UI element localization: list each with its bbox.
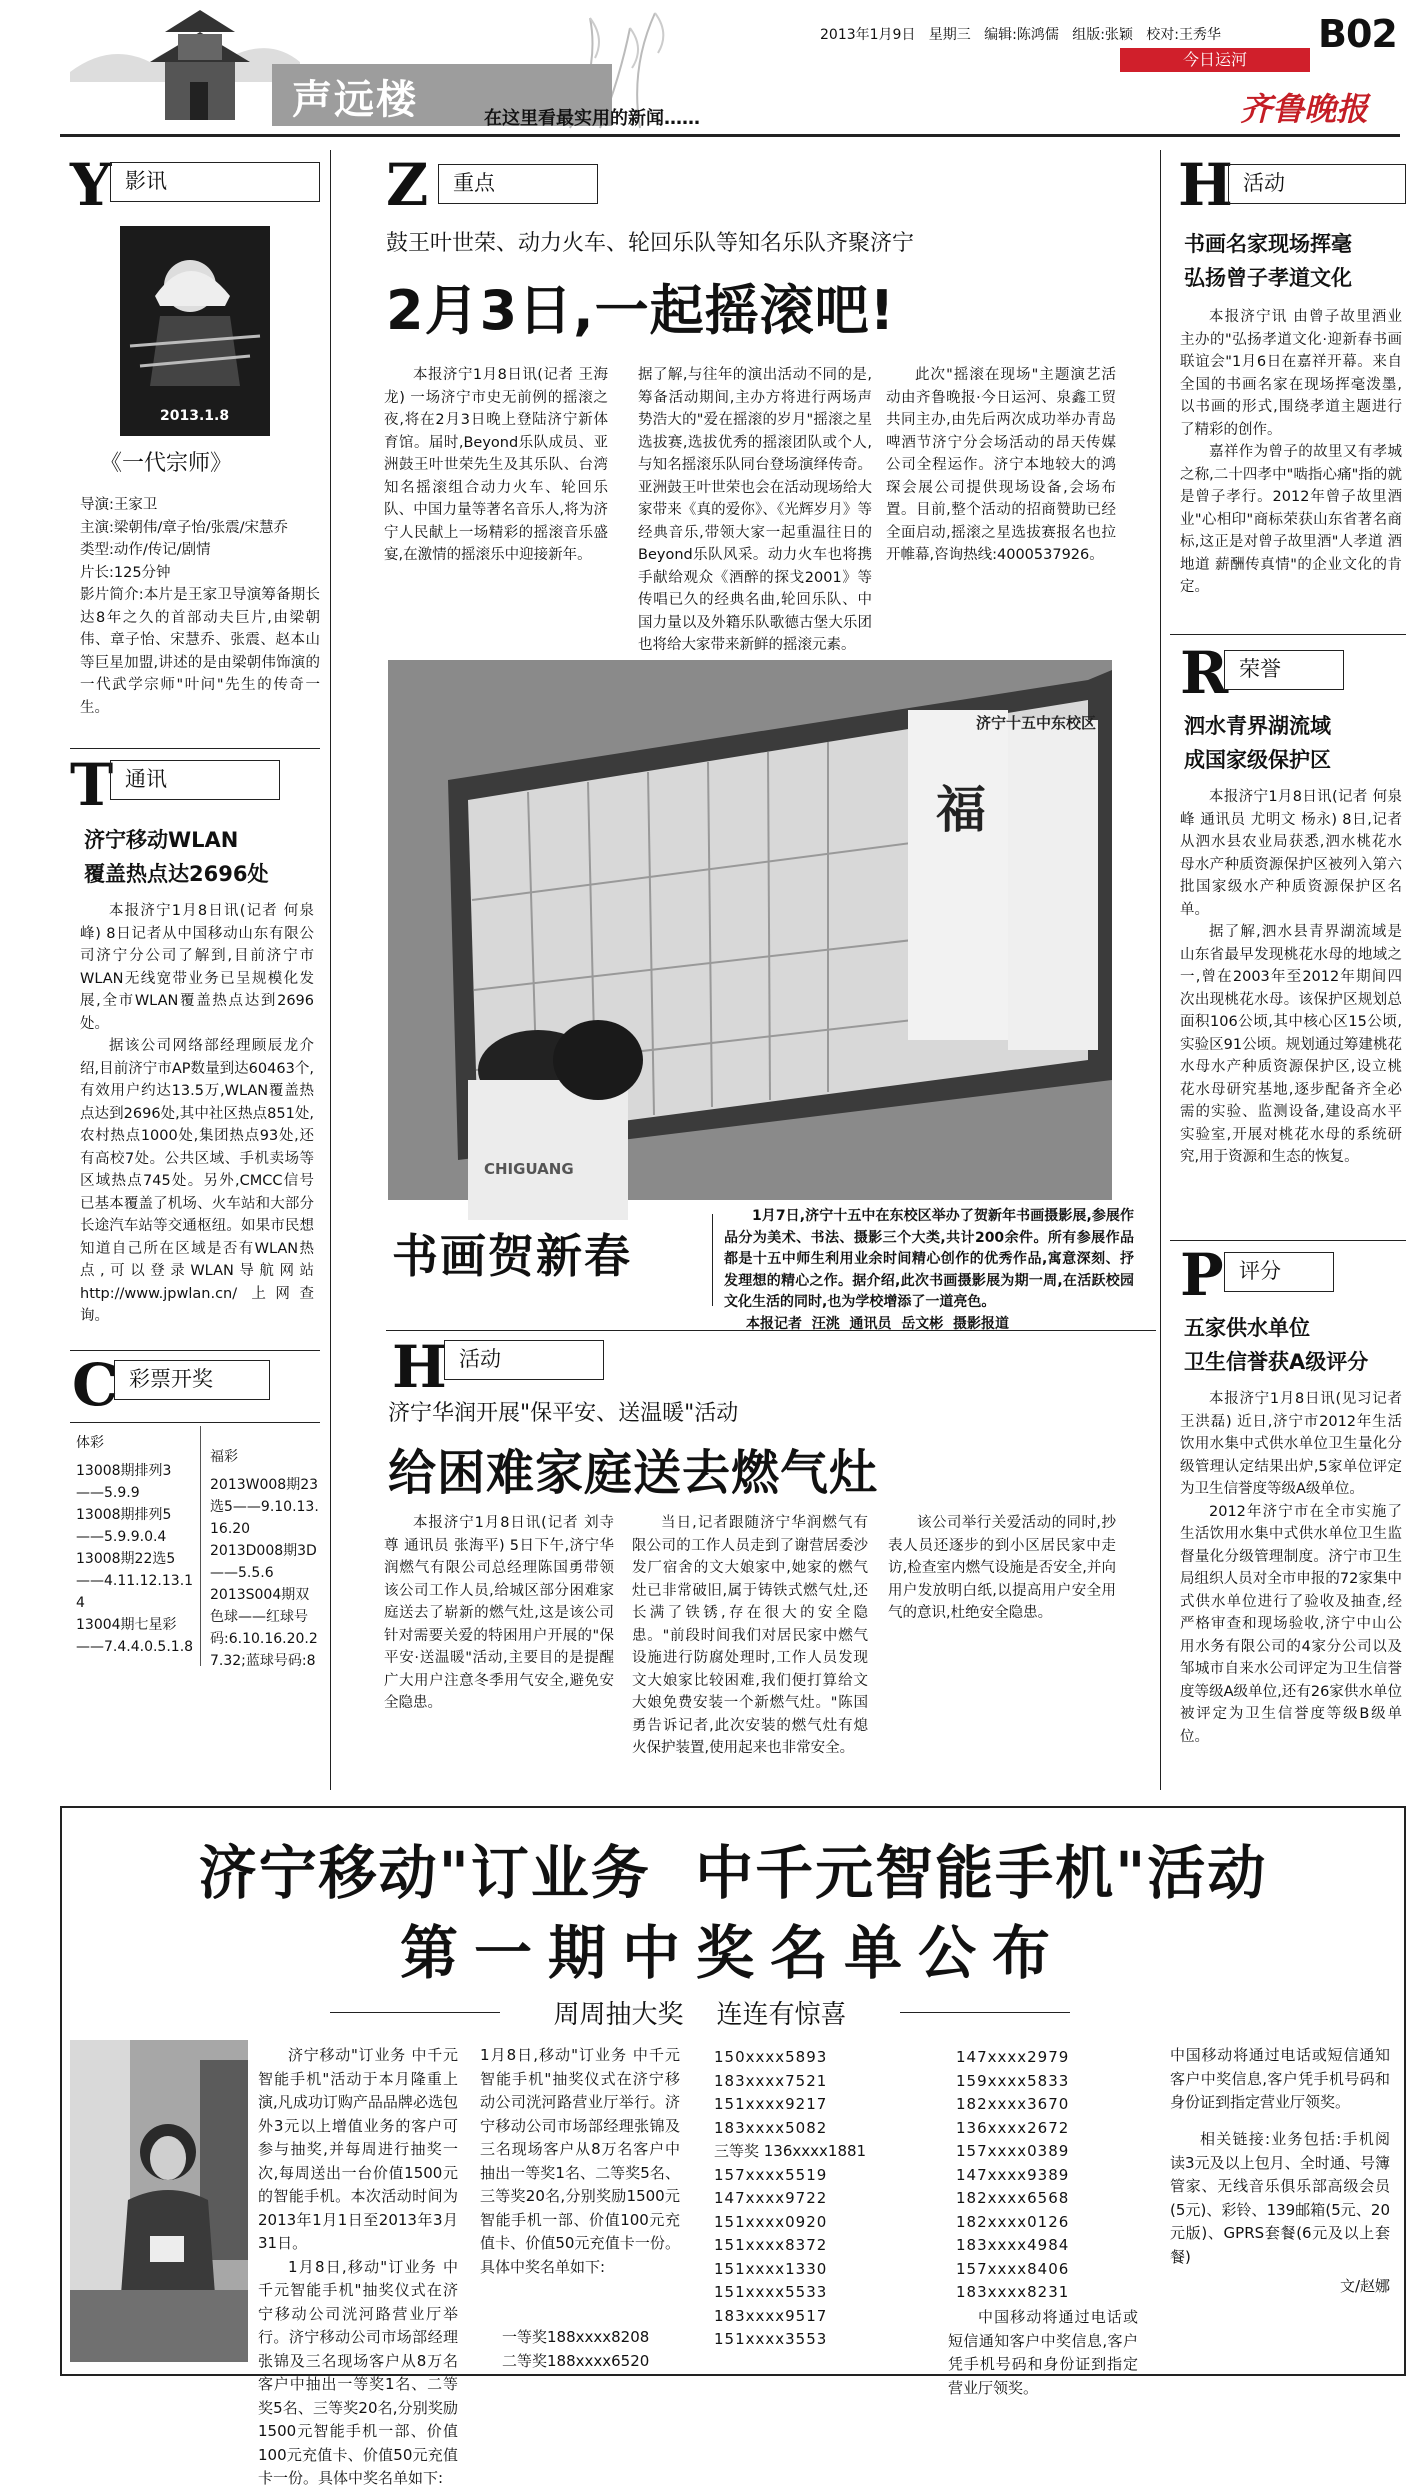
ad-author: 文/赵娜 [1339, 2277, 1390, 2295]
right-column-rule [1160, 150, 1161, 1790]
ad-winners-list-2: 157xxxx5519 147xxxx9722 151xxxx0920 151xxxx8372 151xxxx1330 151xxxx5533 183xxxx9517 151xxxx3553 [714, 2165, 828, 2348]
left-column [70, 150, 320, 1790]
concert-kicker: 鼓王叶世荣、动力火车、轮回乐队等知名乐队齐聚济宁 [386, 231, 915, 256]
paper-name: 齐鲁晚报 [1240, 90, 1369, 128]
poster-figure-icon [120, 226, 270, 436]
concert-p3: 此次"摇滚在现场"主题演艺活动由齐鲁晚报·今日运河、泉鑫工贸共同主办,由先后两次成功举办青岛啤酒节济宁分会场活动的昂天传媒公司全程运作。济宁本地较大的鸿琛会展公司提供现场设备,会场布置。目前,整个活动的招商赞助已经全面启动,摇滚之星选拔赛报名也拉开帷幕,咨询热线:4000537926。 [886, 367, 1116, 563]
ad-link: 相关链接:业务包括:手机阅读3元及以上包月、全时通、号簿管家、无线音乐俱乐部高级会员(5元)、彩铃、139邮箱(5元、20元版)、GPRS套餐(6元及以上套餐) [1170, 2130, 1390, 2266]
concert-p1: 本报济宁1月8日讯(记者 王海龙) 一场济宁市史无前例的摇滚之夜,将在2月3日晚上登陆济宁新体育馆。届时,Beyond乐队成员、亚洲鼓王叶世荣先生及其乐队、台湾知名摇滚组合动力火车、轮回乐队、中国力量等著名音乐人,将为济宁人民献上一场精彩的摇滚音乐盛宴,在激情的摇滚乐中迎接新年。 [384, 367, 608, 563]
ad-body-col1 [258, 2044, 458, 2487]
section-subtitle: 在这里看最实用的新闻…… [484, 108, 700, 129]
ad-winners-list-1: 150xxxx5893 183xxxx7521 151xxxx9217 183xxxx5082 [714, 2048, 828, 2137]
ad-first-prize: 一等奖188xxxx8208 [502, 2328, 650, 2346]
film-info: 导演:王家卫 主演:梁朝伟/章子怡/张震/宋慧乔 类型:动作/传记/剧情 片长:125分钟 影片简介:本片是王家卫导演筹备期长达8年之久的首部动夫巨片,由梁朝伟、章子怡、宋慧乔、张震、赵本山等巨星加盟,讲述的是由梁朝伟饰演的一代武学宗师"叶问"先生的传奇一生。 [80, 497, 320, 716]
concert-label: 重点 [438, 164, 598, 204]
telecom-title-1: 济宁移动WLAN [84, 828, 239, 852]
gas-p1: 本报济宁1月8日讯(记者 刘寺尊 通讯员 张海平) 5日下午,济宁华润燃气有限公司总经理陈国勇带领该公司工作人员,给城区部分困难家庭送去了崭新的燃气灶,这是该公司针对需要关爱的特困用户开展的"保平安·送温暖"活动,主要目的是提醒广大用户注意冬季用气安全,避免安全隐患。 [384, 1515, 614, 1711]
art-p1: 本报济宁讯 由曾子故里酒业主办的"弘扬孝道文化·迎新春书画联谊会"1月6日在嘉祥开幕。来自全国的书画名家在现场挥毫泼墨,以书画的形式,围绕孝道主题进行了精彩的创作。 [1180, 309, 1402, 438]
art-title-2: 弘扬曾子孝道文化 [1184, 266, 1352, 290]
lottery-rule [70, 1422, 320, 1423]
honor-p1: 本报济宁1月8日讯(记者 何泉峰 通讯员 尤明文 杨永) 8日,记者从泗水县农业局获悉,泗水桃花水母水产种质资源保护区被列入第六批国家级水产种质资源保护区名单。 [1180, 789, 1402, 918]
film-title: 《一代宗师》 [100, 451, 233, 476]
lottery-welfare-label: 福彩 [210, 1449, 238, 1465]
ad-notify-text: 中国移动将通过电话或短信通知客户中奖信息,客户凭手机号码和身份证到指定营业厅领奖。 [948, 2308, 1138, 2397]
photo-credit: 本报记者 汪洮 通讯员 岳文彬 摄影报道 [746, 1315, 1009, 1332]
film-poster [120, 226, 270, 436]
ad-second-prize: 二等奖188xxxx6520 [502, 2351, 650, 2370]
honor-title-2: 成国家级保护区 [1184, 748, 1331, 772]
photo-caption [724, 1206, 1134, 1335]
film-letter: Y [70, 151, 112, 219]
ad-title-2: 第一期中奖名单公布 [399, 1919, 1066, 1987]
gas-p2: 当日,记者跟随济宁华润燃气有限公司的工作人员走到了谢营居委沙发厂宿舍的文大娘家中,她家的燃气灶已非常破旧,属于铸铁式燃气灶,还长满了铁锈,存在很大的安全隐患。"前段时间我们对居民家中燃气设施进行防腐处理时,工作人员发现文大娘家比较困难,我们便打算给文大娘免费安装一个新燃气灶。"陈国勇告诉记者,此次安装的燃气灶有熄火保护装置,使用起来也非常安全。 [632, 1515, 868, 1756]
honor-letter: R [1180, 639, 1229, 707]
lottery-welfare-results: 2013W008期23选5——9.10.13.16.20 2013D008期3D——5.5.6 2013S004期双色球——红球号码:6.10.16.20.27.32;蓝球号码:8 [210, 1477, 319, 1669]
telecom-label: 通讯 [110, 760, 280, 800]
ad-subtitle-rule-right [900, 2012, 1070, 2013]
telecom-p1: 本报济宁1月8日讯(记者 何泉峰) 8日记者从中国移动山东有限公司济宁分公司了解到,目前济宁市WLAN无线宽带业务已呈规模化发展,全市WLAN覆盖热点达到2696处。 [80, 903, 314, 1032]
gas-label: 活动 [444, 1340, 604, 1380]
header-meta: 2013年1月9日 星期三 编辑:陈鸿儒 组版:张颖 校对:王秀华 [820, 27, 1221, 43]
student-shirt-text: CHIGUANG [484, 1160, 574, 1178]
ad-subtitle-rule-left [330, 2012, 500, 2013]
gas-letter: H [392, 1333, 447, 1401]
lottery-sports-label: 体彩 [76, 1435, 104, 1451]
caption-divider [712, 1214, 713, 1306]
exhibition-board-icon [388, 660, 1112, 1200]
lottery-sports-results: 13008期排列3——5.9.9 13008期排列5——5.9.9.0.4 13008期22选5——4.11.12.13.14 13004期七星彩——7.4.4.0.5.1.8 [76, 1463, 194, 1655]
page-code: B02 [1318, 12, 1397, 56]
photo-caption-text: 1月7日,济宁十五中在东校区举办了贺新年书画摄影展,参展作品分为美术、书法、摄影三个大类,共计200余件。所有参展作品都是十五中师生利用业余时间精心创作的优秀作品,寓意深刻、抒发理想的精心之作。据介绍,此次书画摄影展为期一周,在活跃校园文化生活的同时,也为学校增添了一道亮色。 [724, 1208, 1134, 1310]
right-divider-1 [1170, 634, 1406, 635]
concert-p2-visible: 据了解,与往年的演出活动不同的是,筹备活动期间,主办方将进行两场声势浩大的"爱在摇滚的岁月"摇滚之星选拔赛,选拔优秀的摇滚团队或个人,与知名摇滚乐队同台登场演绎传奇。亚洲鼓王叶世荣也会在活动现场给大家带来《真的爱你》、《光辉岁月》等经典音乐,带领大家一起重温往日的Beyond乐队风采。动力火车也将携手献给观众《酒醉的探戈2001》等传唱已久的经典名曲,轮回乐队、中国力量以及外籍乐队歌德古堡大乐团也将给大家带来新鲜的摇滚元素。 [638, 367, 872, 653]
gas-body-col3 [888, 1512, 1116, 1625]
review-body [1180, 1388, 1402, 1748]
telecom-body [80, 900, 314, 1328]
right-column [1170, 150, 1406, 1790]
ad-photo [70, 2040, 248, 2362]
ad-third-prize: 三等奖 136xxxx1881 [714, 2142, 867, 2160]
left-divider-1 [70, 748, 320, 749]
honor-p2: 据了解,泗水县青界湖流域是山东省最早发现桃花水母的地域之一,曾在2003年至2012年期间四次出现桃花水母。该保护区规划总面积106公顷,其中核心区15公顷,实验区91公顷。规划通过筹建桃花水母水产种质资源保护区,设立桃花水母研究基地,逐步配备齐全必需的实验、监测设备,建设高水平实验室,开展对桃花水母的系统研究,用于资源和生态的恢复。 [1180, 924, 1402, 1165]
photo-caption-title: 书画贺新春 [392, 1229, 632, 1283]
ad-winners-col2 [956, 2046, 1136, 2305]
telecom-letter: T [70, 751, 114, 819]
gas-p3: 该公司举行关爱活动的同时,抄表人员还逐步的到小区居民家中走访,检查室内燃气设施是否安全,并向用户发放明白纸,以提高用户安全用气的意识,杜绝安全隐患。 [888, 1515, 1116, 1621]
review-title-2: 卫生信誉获A级评分 [1184, 1350, 1369, 1374]
ad-body-col2 [480, 2044, 680, 2373]
exhibition-photo [388, 660, 1112, 1200]
gas-kicker: 济宁华润开展"保平安、送温暖"活动 [388, 1401, 739, 1426]
honor-body [1180, 786, 1402, 1169]
ad-p2-start: 1月8日,移动"订业务 中千元智能手机"抽奖仪式在济宁移动公司洸河路营业厅举行。济宁移动公司市场部经理张锦及三名现场客户从8万名客户中抽出一等奖1名、二等奖5名、三等奖20名,分别奖励1500元智能手机一部、价值100元充值卡、价值50元充值卡一份。具体中奖名单如下: [258, 2257, 458, 2487]
ad-p2: 1月8日,移动"订业务 中千元智能手机"抽奖仪式在济宁移动公司洸河路营业厅举行。济宁移动公司市场部经理张锦及三名现场客户从8万名客户中抽出一等奖1名、二等奖5名、三等奖20名,分别奖励1500元智能手机一部、价值100元充值卡、价值50元充值卡一份。具体中奖名单如下: [480, 2046, 680, 2276]
gas-body-col2 [632, 1512, 868, 1758]
telecom-p2: 据该公司网络部经理顾辰龙介绍,目前济宁市AP数量到达60463个,有效用户约达13.5万,WLAN覆盖热点达到2696处,其中社区热点851处,农村热点1000处,集团热点93处,还有高校7处。公共区域、手机卖场等区域热点745处。另外,CMCC信号已基本覆盖了机场、火车站和大部分长途汽车站等交通枢纽。如果市民想知道自己所在区域是否有WLAN热点,可以登录WLAN导航网站 http://www.jpwlan.cn/ 上网查询。 [80, 1038, 314, 1324]
gas-headline: 给困难家庭送去燃气灶 [388, 1445, 879, 1501]
pavilion-icon [70, 2, 300, 122]
ad-notify-end: 中国移动将通过电话或短信通知客户中奖信息,客户凭手机号码和身份证到指定营业厅领奖。 [1170, 2046, 1390, 2111]
concert-headline: 2月3日,一起摇滚吧! [386, 279, 896, 342]
ad-winners-list-3: 147xxxx2979 159xxxx5833 182xxxx3670 136xxxx2672 157xxxx0389 147xxxx9389 182xxxx6568 182xxxx0126 183xxxx4984 157xxxx8406 183xxxx8231 [956, 2048, 1070, 2301]
honor-label: 荣誉 [1224, 650, 1344, 690]
review-title-1: 五家供水单位 [1184, 1316, 1310, 1340]
lottery-label: 彩票开奖 [114, 1360, 270, 1400]
fu-character: 福 [936, 780, 986, 839]
art-letter: H [1178, 151, 1233, 219]
header-rule [60, 134, 1400, 137]
lottery-letter: C [72, 1351, 119, 1419]
lottery-col-divider [200, 1426, 201, 1666]
section-tag: 今日运河 [1120, 48, 1310, 72]
left-column-rule [330, 150, 331, 1790]
ad-person-icon [70, 2040, 248, 2362]
ad-winners-col1 [714, 2046, 894, 2352]
board-title: 济宁十五中东校区 [976, 714, 1097, 732]
poster-date: 2013.1.8 [160, 408, 230, 424]
art-label: 活动 [1228, 164, 1406, 204]
review-p1: 本报济宁1月8日讯(见习记者 王洪磊) 近日,济宁市2012年生活饮用水集中式供水单位卫生量化分级管理认定结果出炉,5家单位评定为卫生信誉度等级A级单位。 [1180, 1391, 1402, 1497]
film-label: 影讯 [110, 162, 320, 202]
concert-body-col3 [886, 364, 1116, 567]
art-body [1180, 306, 1402, 599]
ad-notify [948, 2306, 1138, 2397]
telecom-title-2: 覆盖热点达2696处 [84, 862, 269, 886]
art-title-1: 书画名家现场挥毫 [1184, 232, 1352, 256]
ad-subtitle: 周周抽大奖 连连有惊喜 [553, 2000, 847, 2030]
masthead [0, 0, 1417, 140]
review-p2: 2012年济宁市在全市实施了生活饮用水集中式供水单位卫生监督量化分级管理制度。济宁市卫生局组织人员对全市申报的72家集中式供水单位进行了验收及抽查,经严格审查和现场验收,济宁中山公用水务有限公司的4家分公司以及邹城市自来水公司评定为卫生信誉度等级A级单位,还有26家供水单位被评定为卫生信誉度等级B级单位。 [1180, 1503, 1402, 1745]
section-title: 声远楼 [292, 77, 418, 123]
honor-title-1: 泗水青界湖流域 [1184, 714, 1331, 738]
review-label: 评分 [1224, 1252, 1334, 1292]
art-p2: 嘉祥作为曾子的故里又有孝城之称,二十四孝中"啮指心痛"指的就是曾子孝行。2012年曾子故里酒业"心相印"商标荣获山东省著名商标,这正是对曾子故里酒"人孝道 酒地道 薪酬传真情"的企业文化的肯定。 [1180, 444, 1402, 595]
gas-body-col1 [384, 1512, 614, 1715]
ad-title-1: 济宁移动"订业务 中千元智能手机"活动 [198, 1839, 1268, 1907]
concert-body-col2 [638, 364, 872, 657]
review-letter: P [1180, 1241, 1224, 1309]
concert-letter: Z [386, 151, 429, 219]
ad-body-col4 [1170, 2044, 1390, 2299]
center-divider [386, 1330, 1156, 1331]
concert-body-col1 [384, 364, 608, 567]
ad-p1: 济宁移动"订业务 中千元智能手机"活动于本月隆重上演,凡成功订购产品品牌必选包外3元以上增值业务的客户可参与抽奖,并每周进行抽奖一次,每周送出一台价值1500元的智能手机。本次活动时间为2013年1月1日至2013年3月31日。 [258, 2046, 458, 2252]
